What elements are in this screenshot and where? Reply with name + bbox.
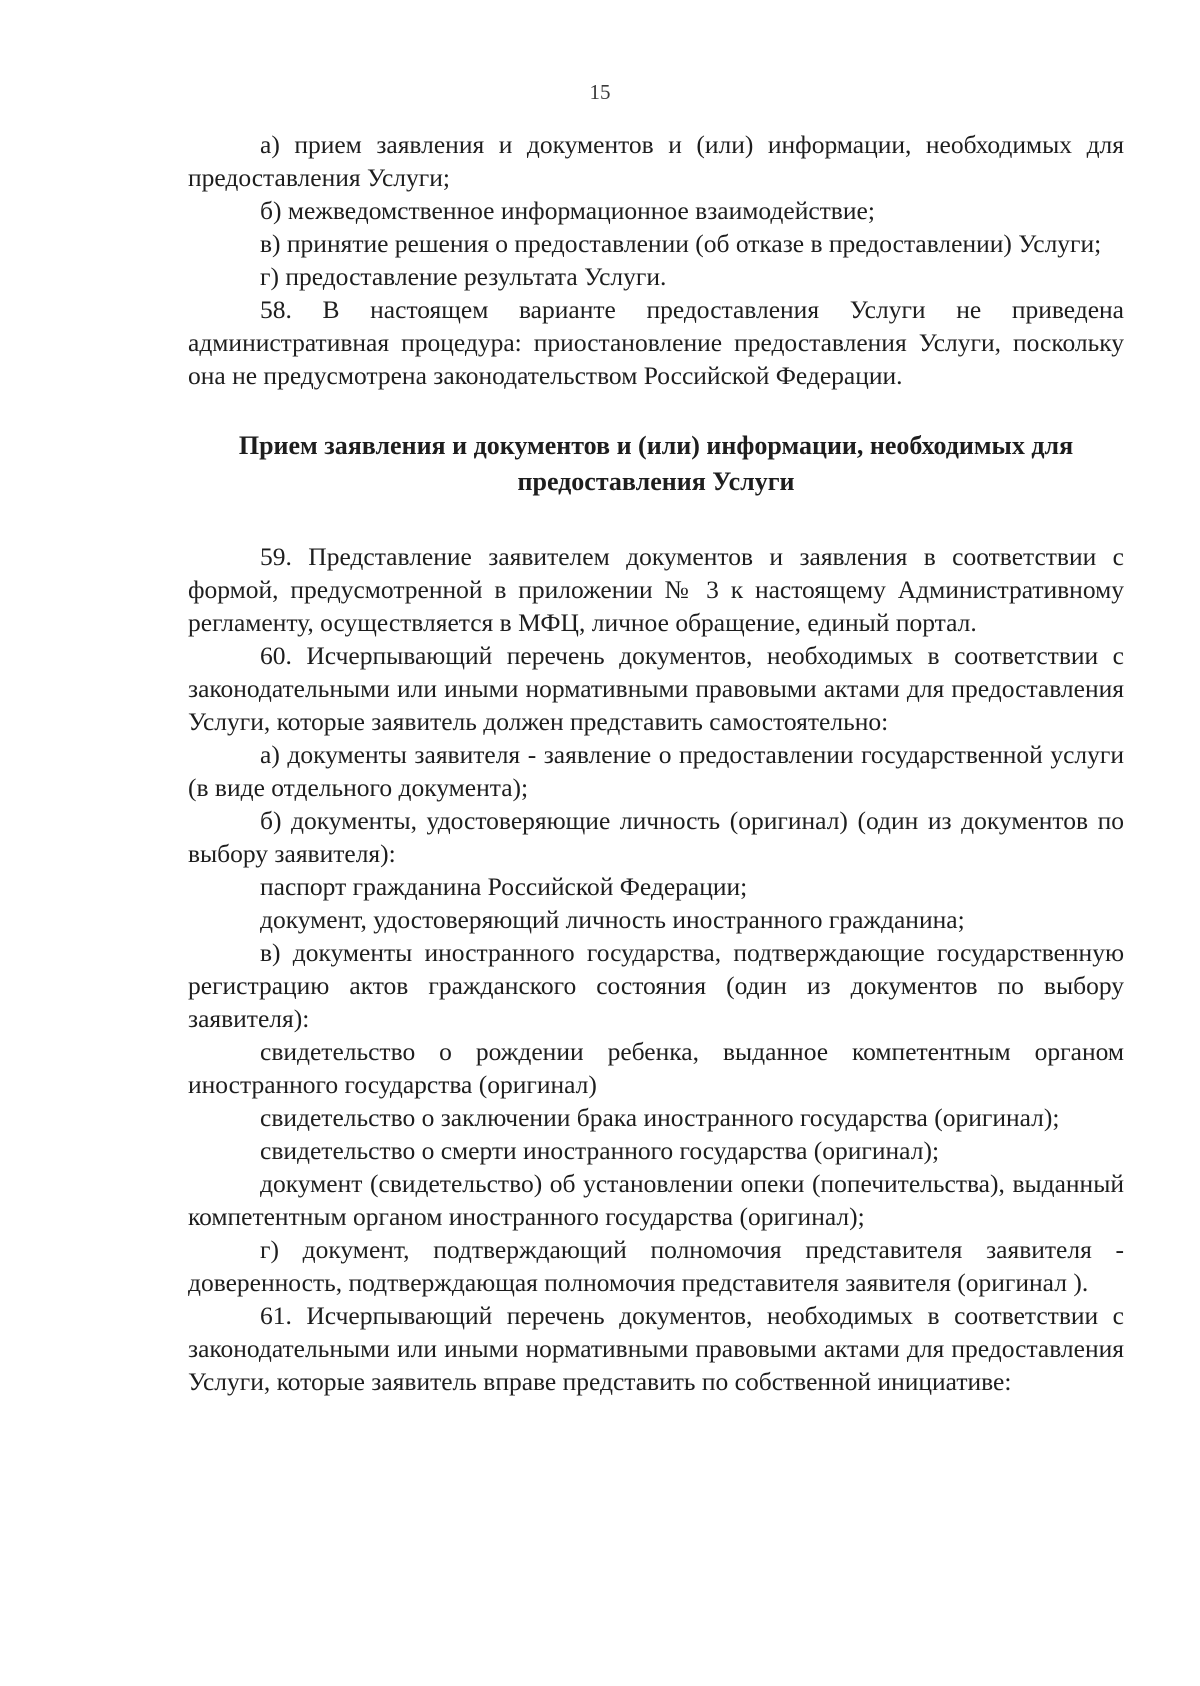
paragraph-marriage-certificate: свидетельство о заключении брака иностранного государства (оригинал); [260,1103,1060,1132]
list-item-b: б) межведомственное информационное взаимодействие; [260,196,875,225]
paragraph-60: 60. Исчерпывающий перечень документов, необходимых в соответствии с законодательными или иными нормативными правовыми актами для предоставления Услуги, которые заявитель должен представить самостоятельно: [188,641,1124,736]
paragraph-60-a: а) документы заявителя - заявление о предоставлении государственной услуги (в виде отдельного документа); [188,740,1124,802]
paragraph-foreign-id: документ, удостоверяющий личность иностранного гражданина; [260,905,965,934]
list-item-g: г) предоставление результата Услуги. [260,262,667,291]
paragraph-58: 58. В настоящем варианте предоставления Услуги не приведена административная процедура: приостановление предоставления Услуги, поскольку она не предусмотрена законодательством Российской Федерации. [188,295,1124,390]
paragraph-59: 59. Представление заявителем документов и заявления в соответствии с формой, предусмотренной в приложении № 3 к настоящему Административному регламенту, осуществляется в МФЦ, личное обращение, единый портал. [188,542,1124,637]
paragraph-passport: паспорт гражданина Российской Федерации; [260,872,748,901]
list-item-v: в) принятие решения о предоставлении (об отказе в предоставлении) Услуги; [260,229,1102,258]
list-item-a: а) прием заявления и документов и (или) информации, необходимых для предоставления Услуги; [188,130,1124,192]
paragraph-61: 61. Исчерпывающий перечень документов, необходимых в соответствии с законодательными или иными нормативными правовыми актами для предоставления Услуги, которые заявитель вправе представить по собственной инициативе: [188,1301,1124,1396]
paragraph-60-g: г) документ, подтверждающий полномочия представителя заявителя - доверенность, подтверждающая полномочия представителя заявителя (оригинал ). [188,1235,1124,1297]
paragraph-death-certificate: свидетельство о смерти иностранного государства (оригинал); [260,1136,940,1165]
paragraph-guardianship: документ (свидетельство) об установлении опеки (попечительства), выданный компетентным органом иностранного государства (оригинал); [188,1169,1124,1231]
paragraph-60-b: б) документы, удостоверяющие личность (оригинал) (один из документов по выбору заявителя): [188,806,1124,868]
document-body [188,128,1124,1398]
paragraph-60-v: в) документы иностранного государства, подтверждающие государственную регистрацию актов гражданского состояния (один из документов по выбору заявителя): [188,938,1124,1033]
page-number: 15 [589,80,611,104]
paragraph-birth-certificate: свидетельство о рождении ребенка, выданное компетентным органом иностранного государства (оригинал) [188,1037,1124,1099]
section-heading: Прием заявления и документов и (или) информации, необходимых для предоставления Услуги [238,431,1074,496]
